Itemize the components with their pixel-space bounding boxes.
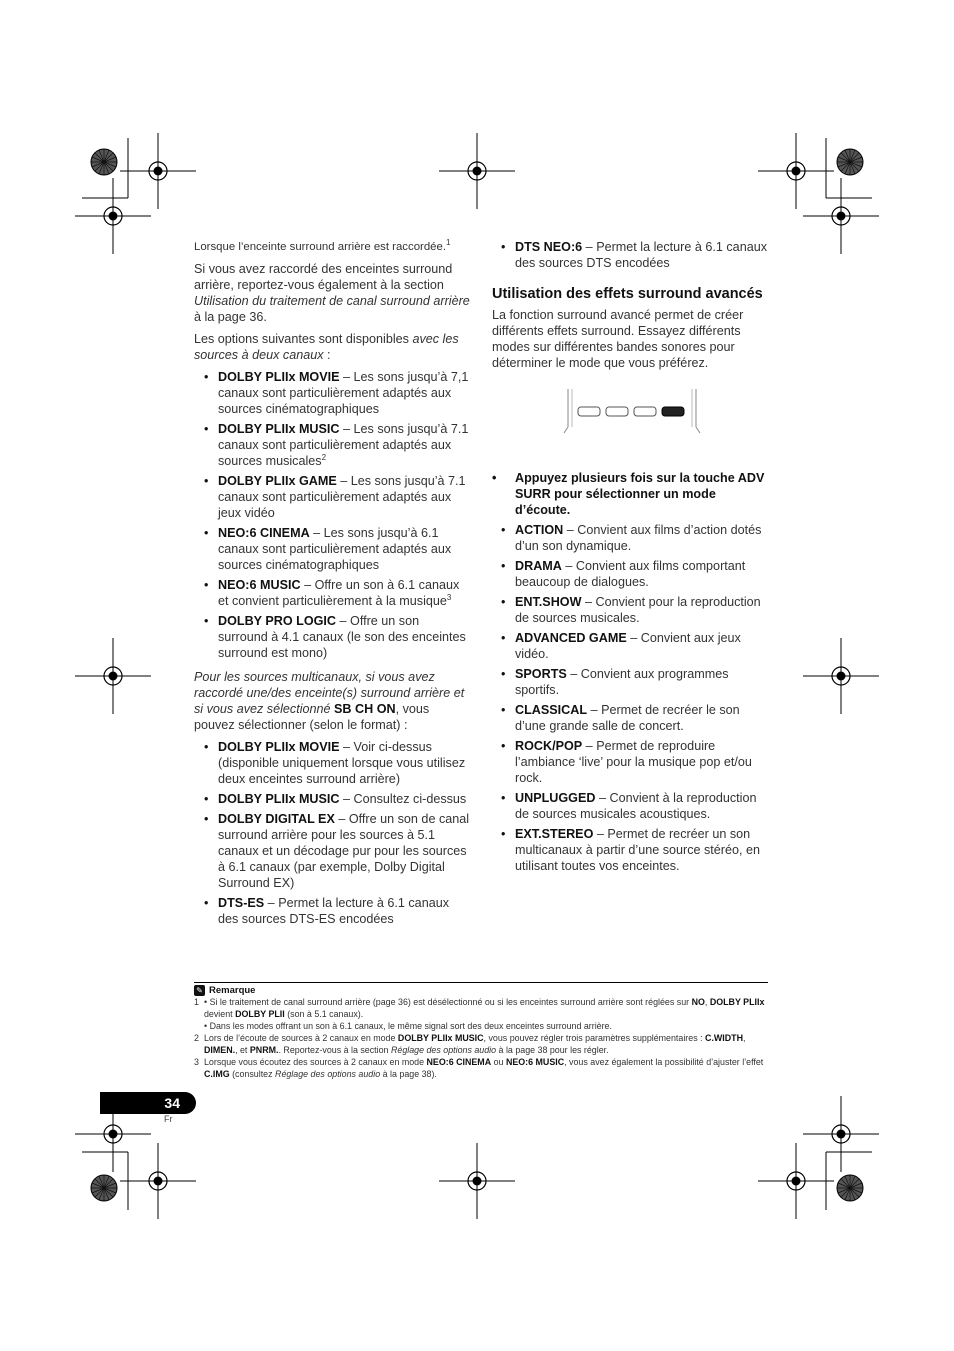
two-channel-intro: Les options suivantes sont disponibles avec les sources à deux canaux :: [194, 332, 459, 362]
list-item: • DTS-ES – Permet la lecture à 6.1 canaux des sources DTS-ES encodées: [194, 895, 470, 927]
list-item: • EXT.STEREO – Permet de recréer un son multicanaux à partir d’une source stéréo, en utilisant toutes vos enceintes.: [492, 826, 768, 874]
intro-line: Lorsque l’enceinte surround arrière est raccordée.$^1$: [194, 238, 451, 253]
list-item: • UNPLUGGED – Convient à la reproduction de sources musicales acoustiques.: [492, 790, 768, 822]
list-item: • NEO:6 MUSIC – Offre un son à 6.1 canaux et convient particulièrement à la musique$^3$: [194, 577, 470, 609]
list-item: • ADVANCED GAME – Convient aux jeux vidéo.: [492, 630, 768, 662]
list-item: • DOLBY PLIIx MOVIE – Les sons jusqu’à 7,1 canaux sont particulièrement adaptés aux sources cinématographiques: [194, 369, 470, 417]
rear-surround-paragraph: Si vous avez raccordé des enceintes surround arrière, reportez-vous également à la section Utilisation du traitement de canal surround arrière à la page 36.: [194, 262, 470, 324]
list-item: • DOLBY PRO LOGIC – Offre un son surround à 4.1 canaux (le son des enceintes surround est mono): [194, 613, 470, 661]
instruction-step: • Appuyez plusieurs fois sur la touche ADV SURR pour sélectionner un mode d’écoute.: [492, 470, 768, 518]
remote-buttons-illustration: [562, 387, 702, 435]
footnotes: [194, 982, 768, 1080]
list-item: • ENT.SHOW – Convient pour la reproduction de sources musicales.: [492, 594, 768, 626]
section-reference: Utilisation du traitement de canal surround arrière: [194, 294, 470, 308]
list-item: • SPORTS – Convient aux programmes sportifs.: [492, 666, 768, 698]
list-item: • DOLBY PLIIx GAME – Les sons jusqu’à 7.1 canaux sont particulièrement adaptés aux jeux vidéo: [194, 473, 470, 521]
list-item: • DOLBY DIGITAL EX – Offre un son de canal surround arrière pour les sources à 5.1 canaux et un décodage pur pour les sources à 6.1 canaux (par exemple, Dolby Digital Surround EX): [194, 811, 470, 891]
advanced-surround-mode-list: [492, 522, 768, 874]
section-paragraph: La fonction surround avancé permet de créer différents effets surround. Essayez différents modes sur différentes bandes sonores pour déterminer le mode que vous préférez.: [492, 308, 744, 370]
footnote-1: 1 • Si le traitement de canal surround arrière (page 36) est désélectionné ou si les enceintes surround arrière sont réglées sur NO, DOLBY PLIIx devient DOLBY PLII (son à 5.1 canaux).: [194, 997, 765, 1019]
section-heading: Utilisation des effets surround avancés: [492, 286, 763, 302]
page-number: 34: [164, 1095, 180, 1111]
list-item: • DOLBY PLIIx MUSIC – Les sons jusqu’à 7.1 canaux sont particulièrement adaptés aux sources musicales$^2$: [194, 421, 470, 469]
list-item: • DOLBY PLIIx MUSIC – Consultez ci-dessus: [194, 791, 470, 807]
dts-mode-list: [492, 239, 768, 271]
list-item: • DRAMA – Convient aux films comportant beaucoup de dialogues.: [492, 558, 768, 590]
list-item: • DOLBY PLIIx MOVIE – Voir ci-dessus (disponible uniquement lorsque vous utilisez deux enceintes surround arrière): [194, 739, 470, 787]
footnote-2: 2 Lors de l’écoute de sources à 2 canaux en mode DOLBY PLIIx MUSIC, vous pouvez régler trois paramètres supplémentaires : C.WIDTH, DIMEN., et PNRM.. Reportez-vous à la section Réglage des options audio à la page 38 pour les régler.: [194, 1033, 746, 1055]
list-item: • ROCK/POP – Permet de reproduire l’ambiance ‘live’ pour la musique pop et/ou rock.: [492, 738, 768, 786]
language-code: Fr: [164, 1114, 173, 1124]
left-column: [194, 239, 470, 935]
notes-header: [194, 985, 768, 996]
two-channel-mode-list: [194, 369, 470, 661]
pencil-icon: ✎: [194, 985, 205, 996]
footnote-1b: • Dans les modes offrant un son à 6.1 canaux, le même signal sort des deux enceintes surround arrière.: [204, 1021, 612, 1031]
multichannel-intro: Pour les sources multicanaux, si vous avez raccordé une/des enceinte(s) surround arrière et si vous avez sélectionné SB CH ON, vous pouvez sélectionner (selon le format) :: [194, 670, 465, 732]
list-item: • ACTION – Convient aux films d’action dotés d’un son dynamique.: [492, 522, 768, 554]
notes-title: Remarque: [209, 985, 256, 996]
list-item: • CLASSICAL – Permet de recréer le son d’une grande salle de concert.: [492, 702, 768, 734]
right-column: [492, 239, 768, 882]
footnote-3: 3 Lorsque vous écoutez des sources à 2 canaux en mode NEO:6 CINEMA ou NEO:6 MUSIC, vous avez également la possibilité d’ajuster l’effet C.IMG (consultez Réglage des options audio à la page 38).: [194, 1057, 764, 1079]
list-item: • NEO:6 CINEMA – Les sons jusqu’à 6.1 canaux sont particulièrement adaptés aux sources cinématographiques: [194, 525, 470, 573]
list-item: • DTS NEO:6 – Permet la lecture à 6.1 canaux des sources DTS encodées: [492, 239, 768, 271]
page-number-tab: [100, 1092, 196, 1114]
multichannel-mode-list: [194, 739, 470, 927]
